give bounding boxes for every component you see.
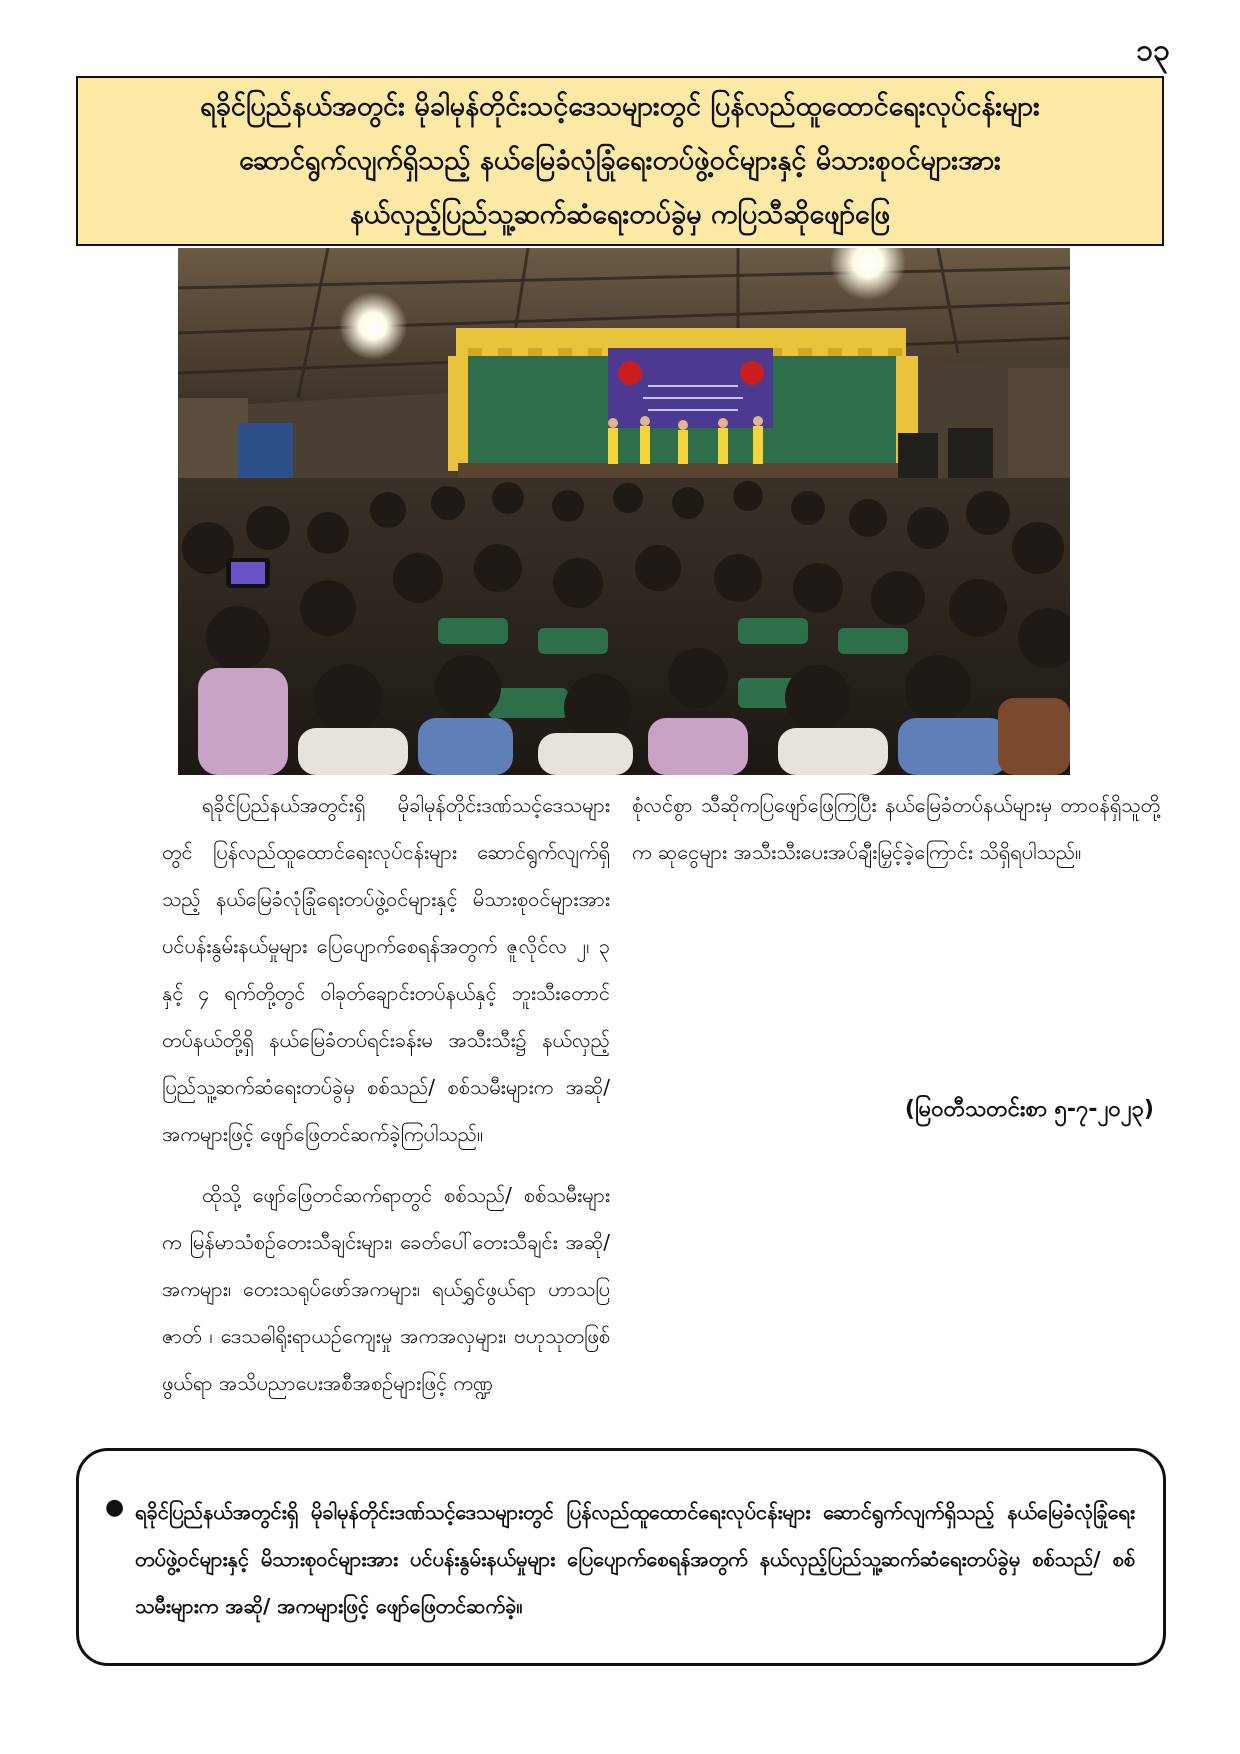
page-number: ၁၃	[1136, 33, 1170, 68]
bullet-icon: ●	[105, 1495, 125, 1520]
summary-text: ရခိုင်ပြည်နယ်အတွင်းရှိ မိုခါမုန်တိုင်းဒဏ်သင့်ဒေသများတွင် ပြန်လည်ထူထောင်ရေးလုပ်ငန်းများ ဆောင်ရွက်လျက်ရှိသည့် နယ်မြေခံလုံခြုံရေးတပ်ဖွဲ့ဝင်များနှင့် မိသားစုဝင်များအား ပင်ပန်းနွမ်းနယ်မှုများ ပြေပျောက်စေရန်အတွက် နယ်လှည့်ပြည်သူ့ဆက်ဆံရေးတပ်ခွဲမှ စစ်သည်/ စစ်သမီးများက အဆို/ အကများဖြင့် ဖျော်ဖြေတင်ဆက်ခဲ့။	[135, 1500, 1135, 1618]
event-banner	[608, 348, 773, 428]
article-paragraph-2: ထိုသို့ ဖျော်ဖြေတင်ဆက်ရာတွင် စစ်သည်/ စစ်သမီးများက မြန်မာသံစဉ်တေးသီချင်းများ၊ ခေတ်ပေါ်တေးသီချင်း အဆို/အကများ၊ တေးသရုပ်ဖော်အကများ၊ ရယ်ရွှင်ဖွယ်ရာ ဟာသပြဇာတ် ၊ ဒေသဓါရိုးရာယဉ်ကျေးမှု အကအလှများ၊ ဗဟုသုတဖြစ်ဖွယ်ရာ အသိပညာပေးအစီအစဉ်များဖြင့် ကဏ္ဍ	[162, 1183, 610, 1395]
headline-box	[76, 76, 1164, 246]
ceiling-lamp-left	[339, 292, 407, 360]
article-paragraph-2-continued: စုံလင်စွာ သီဆိုကပြဖျော်ဖြေကြပြီး နယ်မြေခံတပ်နယ်များမှ တာဝန်ရှိသူတို့က ဆုငွေများ အသီးသီးပေးအပ်ချီးမြှင့်ခဲ့ကြောင်း သိရှိရပါသည်။	[632, 793, 1160, 864]
headline-line-3: နယ်လှည့်ပြည်သူ့ဆက်ဆံရေးတပ်ခွဲမှ ကပြသီဆိုဖျော်ဖြေ	[349, 199, 891, 230]
article-column-left	[162, 782, 610, 1421]
source-citation: (မြဝတီသတင်းစာ ၅-၇-၂၀၂၃)	[904, 1097, 1154, 1122]
banner-emblem-right	[740, 361, 764, 385]
headline-line-1: ရခိုင်ပြည်နယ်အတွင်း မိုခါမုန်တိုင်းသင့်ဒေသများတွင် ပြန်လည်ထူထောင်ရေးလုပ်ငန်းများ	[200, 91, 1040, 122]
summary-box	[76, 1448, 1166, 1666]
banner-emblem-left	[618, 361, 642, 385]
event-photo	[178, 248, 1070, 775]
article-column-right	[632, 782, 1160, 876]
article-paragraph-1: ရခိုင်ပြည်နယ်အတွင်းရှိ မိုခါမုန်တိုင်းဒဏ်သင့်ဒေသများတွင် ပြန်လည်ထူထောင်ရေးလုပ်ငန်းများ ဆောင်ရွက်လျက်ရှိသည့် နယ်မြေခံလုံခြုံရေးတပ်ဖွဲ့ဝင်များနှင့် မိသားစုဝင်များအား ပင်ပန်းနွမ်းနယ်မှုများ ပြေပျောက်စေရန်အတွက် ဇူလိုင်လ ၂၊ ၃ နှင့် ၄ ရက်တို့တွင် ဝါခုတ်ချောင်းတပ်နယ်နှင့် ဘူးသီးတောင်တပ်နယ်တို့ရှိ နယ်မြေခံတပ်ရင်းခန်းမ အသီးသီး၌ နယ်လှည့်ပြည်သူ့ဆက်ဆံရေးတပ်ခွဲမှ စစ်သည်/ စစ်သမီးများက အဆို/ အကများဖြင့် ဖျော်ဖြေတင်ဆက်ခဲ့ကြပါသည်။	[162, 793, 610, 1146]
headline-line-2: ဆောင်ရွက်လျက်ရှိသည့် နယ်မြေခံလုံခြုံရေးတပ်ဖွဲ့ဝင်များနှင့် မိသားစုဝင်များအား	[239, 145, 1001, 176]
performance-hall-illustration	[178, 248, 1070, 775]
stage-curtain-left	[448, 356, 468, 471]
